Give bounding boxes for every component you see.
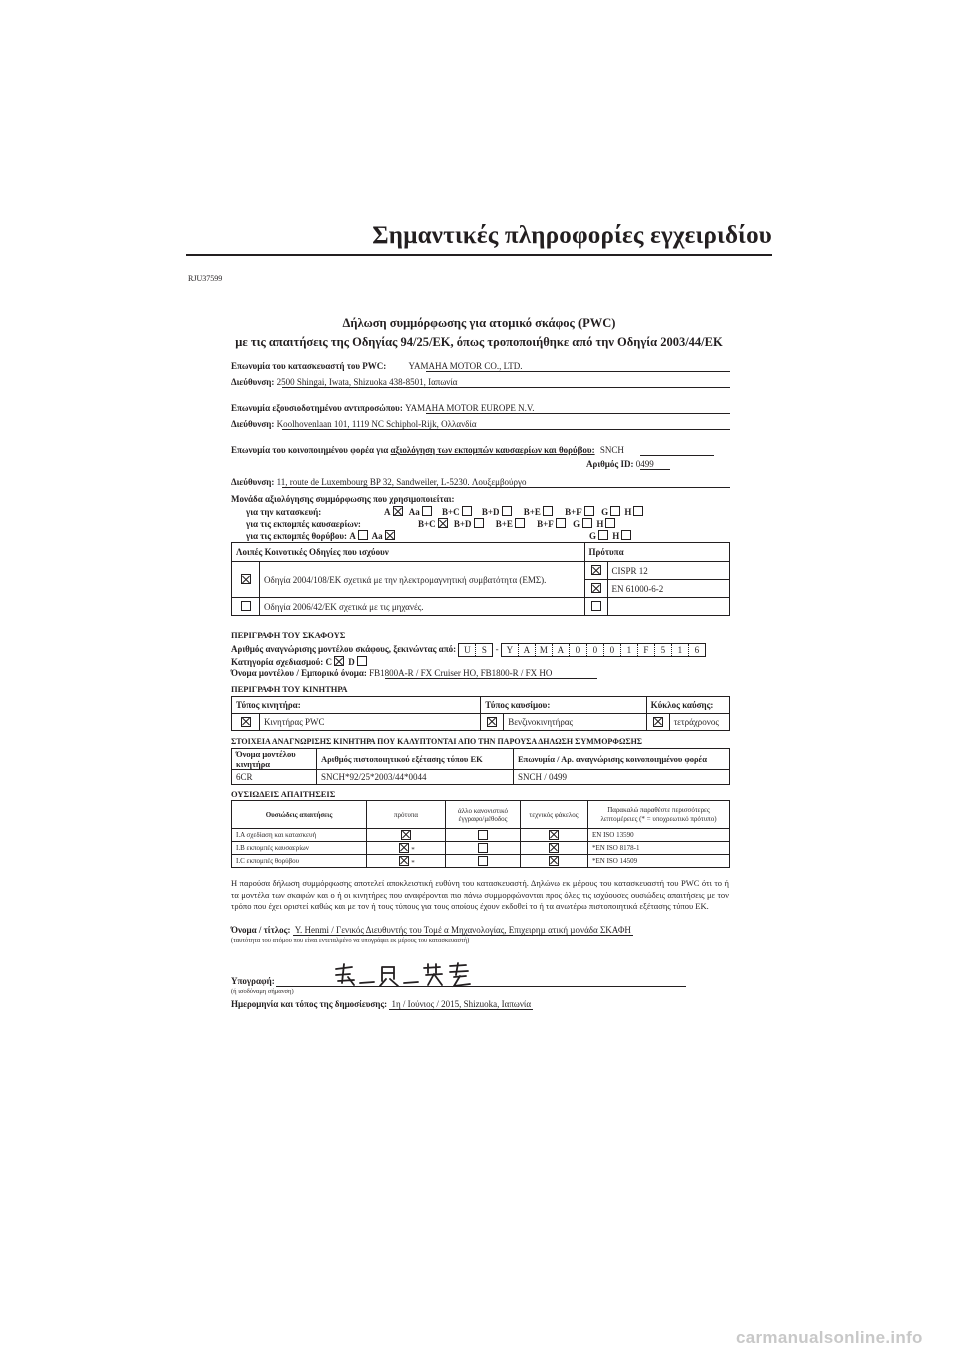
checkbox-icon[interactable] [621,530,631,540]
checkbox-icon[interactable] [610,506,620,516]
checkbox-icon[interactable] [591,601,601,611]
checked-box-icon[interactable] [399,843,409,853]
page-title: Σημαντικές πληροφορίες εγχειριδίου [372,222,772,249]
checked-box-icon[interactable] [241,717,251,727]
checkbox-icon[interactable] [543,506,553,516]
standard-cispr: CISPR 12 [607,562,730,580]
footer-watermark[interactable]: carmanualsonline.info [736,1328,923,1347]
modules-title: Μονάδα αξιολόγησης συμμόρφωσης που χρησιμοποιείται: [231,494,455,504]
certificate-value: SNCH*92/25*2003/44*0044 [317,770,514,785]
notified-body-address-row [231,477,526,487]
checked-box-icon[interactable] [487,717,497,727]
checked-box-icon[interactable] [591,565,601,575]
signature-note: (ή ισοδύναμη σήμανση) [231,988,294,995]
signatory-row [231,925,633,936]
requirements-table [231,800,730,868]
module-bd: B+D [482,507,514,517]
design-category-row [231,656,369,667]
modules-row-label: για τις εκπομπές θορύβου: [246,531,348,541]
representative-address: Koolhovenlaan 101, 1119 NC Schiphol-Rijk, Ολλανδία [276,419,477,429]
module-be: B+E [524,507,555,517]
signature-label: Υπογραφή: [231,976,275,986]
notified-body-id-label: Αριθμός ID: [586,459,634,469]
table-row [232,714,730,731]
representative-address-label: Διεύθυνση: [231,419,275,429]
checkbox-icon[interactable] [357,656,367,666]
engine-type-value: Κινητήρας PWC [260,714,481,731]
module-bf: B+F [565,507,596,517]
representative-row [231,403,535,413]
signatory-note: (ταυτότητα του ατόμου που είναι εντεταλμένο να υπογράφει εκ μέρους του κατασκευαστή) [231,937,470,944]
directives-header: Λοιπές Κοινοτικές Οδηγίες που ισχύουν [232,543,585,562]
tech-file-header: τεχνικός φάκελος [521,801,588,829]
checkbox-icon[interactable] [502,506,512,516]
craft-id-dash: - [495,644,499,655]
module-a: A [349,531,370,541]
engine-section-title: ΠΕΡΙΓΡΑΦΗ ΤΟΥ ΚΙΝΗΤΗΡΑ [231,684,348,694]
manufacturer-address: 2500 Shingai, Iwata, Shizuoka 438-8501, Ιαπωνία [276,377,458,387]
fuel-type-value: Βενζινοκινητήρας [504,714,646,731]
modules-row-noise-gh [589,530,633,541]
module-h: H [596,519,617,529]
checked-box-icon[interactable] [399,856,409,866]
checkbox-icon[interactable] [633,506,643,516]
date-place-row [231,999,533,1010]
design-category-label: Κατηγορία σχεδιασμού: C [231,657,332,667]
representative-label: Επωνυμία εξουσιοδοτημένου αντιπροσώπου: [231,403,403,413]
checked-box-icon[interactable] [334,656,344,666]
craft-id-code: Y A M A 0 0 0 1 F 5 1 6 [501,643,706,657]
handwritten-signature [330,961,480,989]
certificate-header: Αριθμός πιστοποιητικού εξέτασης τύπου ΕΚ [317,749,514,770]
notified-body-id-value: SNCH / 0499 [514,770,730,785]
notified-body-id: 0499 [635,459,654,469]
notified-body-address-label: Διεύθυνση: [231,477,275,487]
checkbox-icon[interactable] [474,518,484,528]
requirement-detail: *EN ISO 14509 [588,855,730,868]
modules-row-label: για τις εκπομπές καυσαερίων: [246,519,361,529]
checked-box-icon[interactable] [241,574,251,584]
requirement-name: I.B εκπομπές καυσαερίων [232,842,367,855]
checkbox-icon[interactable] [605,518,615,528]
table-row [232,842,730,855]
table-row [232,598,730,616]
engine-model-header: Όνομα μοντέλου κινητήρα [232,749,317,770]
checked-box-icon[interactable] [385,530,395,540]
module-h: H [624,507,645,517]
module-bc: B+C [418,519,450,529]
mandatory-star: * [411,845,415,854]
model-value: FB1800A-R / FX Cruiser HO, FB1800-R / FX HO [369,668,553,678]
engine-id-table [231,748,730,785]
model-row [231,668,552,678]
requirements-section-title: ΟΥΣΙΩΔΕΙΣ ΑΠΑΙΤΗΣΕΙΣ [231,789,336,799]
notified-body-label: Επωνυμία του κοινοποιημένου φορέα για [231,445,389,455]
checked-box-icon[interactable] [393,506,403,516]
details-header: Παρακαλώ παραθέστε περισσότερες λεπτομέρειες (* = υποχρεωτικό πρότυπο) [588,801,730,829]
table-row [232,770,730,785]
checkbox-icon[interactable] [241,601,251,611]
manufacturer-row [231,361,523,371]
checkbox-icon[interactable] [462,506,472,516]
module-be: B+E [496,519,527,529]
manufacturer-address-label: Διεύθυνση: [231,377,275,387]
checked-box-icon[interactable] [438,518,448,528]
checkbox-icon[interactable] [582,518,592,528]
craft-section-title: ΠΕΡΙΓΡΑΦΗ ΤΟΥ ΣΚΑΦΟΥΣ [231,630,346,640]
notified-body-id-row [586,459,654,469]
checkbox-icon[interactable] [584,506,594,516]
module-g: G [601,507,622,517]
checkbox-icon[interactable] [358,530,368,540]
table-row [232,829,730,842]
requirement-name: I.C εκπομπές θορύβου [232,855,367,868]
craft-id-label: Αριθμός αναγνώρισης μοντέλου σκάφους, ξεκινώντας από: [231,644,457,655]
craft-id-country: U S [458,643,493,657]
other-doc-header: άλλο κανονιστικό έγγραφο/μέθοδος [446,801,521,829]
requirement-detail: EN ISO 13590 [588,829,730,842]
module-aa: Aa [372,531,397,541]
checkbox-icon[interactable] [478,843,488,853]
engine-id-section-title: ΣΤΟΙΧΕΙΑ ΑΝΑΓΝΩΡΙΣΗΣ ΚΙΝΗΤΗΡΑ ΠΟΥ ΚΑΛΥΠΤΟΝΤΑΙ ΑΠΟ ΤΗΝ ΠΑΡΟΥΣΑ ΔΗΛΩΣΗ ΣΥΜΜΟΡΦΩΣΗΣ [231,737,643,746]
checked-box-icon[interactable] [549,843,559,853]
notified-body-label-underlined: αξιολόγηση των εκπομπών καυσαερίων και θορύβου: [390,445,595,455]
modules-row-construction [246,506,645,517]
standard-en61000: EN 61000-6-2 [607,580,730,598]
module-bf: B+F [537,519,568,529]
checked-box-icon[interactable] [653,717,663,727]
checked-box-icon[interactable] [401,830,411,840]
directive-machinery: Οδηγία 2006/42/ΕΚ σχετικά με τις μηχανές. [260,598,585,616]
module-bd: B+D [454,519,486,529]
module-bc: B+C [442,507,474,517]
modules-row-exhaust [246,518,617,529]
requirement-detail: *EN ISO 8178-1 [588,842,730,855]
modules-row-label: για την κατασκευή: [246,507,322,517]
checked-box-icon[interactable] [549,830,559,840]
module-h: H [612,531,633,541]
module-a: A [384,507,405,517]
signatory-label: Όνομα / τίτλος: [231,925,291,935]
module-g: G [589,531,610,541]
representative-value: YAMAHA MOTOR EUROPE N.V. [405,403,535,413]
checkbox-icon[interactable] [422,506,432,516]
directive-emc: Οδηγία 2004/108/ΕΚ σχετικά με την ηλεκτρομαγνητική συμβατότητα (ΕΜΣ). [260,562,585,598]
manufacturer-address-row [231,377,457,387]
modules-row-noise [246,530,397,541]
module-aa: Aa [409,507,434,517]
fuel-type-header: Τύπος καυσίμου: [481,697,646,714]
standards-col-header: πρότυπα [367,801,446,829]
craft-id-row [231,643,706,657]
combustion-cycle-header: Κύκλος καύσης: [646,697,729,714]
conformity-statement: Η παρούσα δήλωση συμμόρφωσης αποτελεί αποκλειστική ευθύνη του κατασκευαστή. Δηλώνω εκ μέρους του κατασκευαστή του PWC ότι το ή τα μοντέλα των σκαφών και ο ή οι κινητήρες που αναφέρονται πιο πάνω συμμορφώνονται προς όλες τις ισχύουσες ουσιώδεις απαιτήσεις με τον τρόπο που έχει οριστεί καθώς και με τον ή τους τύπους για τους οποίους έχουν εκδοθεί το ή τα ανωτέρω πιστοποιητικά εξέτασης τύπου ΕΚ. [231,878,729,911]
notified-body-header: Επωνυμία / Αρ. αναγνώρισης κοινοποιημένου φορέα [514,749,730,770]
standards-header: Πρότυπα [584,543,730,562]
requirements-header: Ουσιώδεις απαιτήσεις [232,801,367,829]
manufacturer-value: YAMAHA MOTOR CO., LTD. [408,361,523,371]
module-g: G [573,519,594,529]
representative-address-row [231,419,477,429]
mandatory-star: * [411,858,415,867]
notified-body-address: 11, route de Luxembourg BP 32, Sandweiler, L-5230. Λουξεμβούργο [276,477,527,487]
date-place-value: 1η / Ιούνιος / 2015, Shizuoka, Ιαπωνία [391,999,532,1009]
combustion-cycle-value: τετράχρονος [669,714,729,731]
declaration-title: Δήλωση συμμόρφωσης για ατομικό σκάφος (PWC) [342,316,616,330]
engine-type-header: Τύπος κινητήρα: [232,697,481,714]
title-divider [186,254,772,256]
design-d-label: D [348,657,355,667]
notified-body-row [231,445,624,455]
table-row [232,562,730,580]
checked-box-icon[interactable] [549,856,559,866]
checkbox-icon[interactable] [598,530,608,540]
requirement-name: I.A σχεδίαση και κατασκευή [232,829,367,842]
directives-table [231,542,730,616]
notified-body-value: SNCH [599,445,624,455]
engine-model-value: 6CR [232,770,317,785]
signatory-value: Y. Henmi / Γενικός Διευθυντής του Τομέ α Μηχανολογίας, Επιχειρηµ ατική µονάδα ΣΚΑΦΗ [294,925,631,935]
checkbox-icon[interactable] [478,856,488,866]
date-place-label: Ημερομηνία και τόπος της δημοσίευσης: [231,999,388,1009]
model-label: Όνομα μοντέλου / Εμπορικό όνομα: [231,668,367,678]
signature-row [231,976,275,986]
checkbox-icon[interactable] [515,518,525,528]
checkbox-icon[interactable] [478,830,488,840]
declaration-subtitle: με τις απαιτήσεις της Οδηγίας 94/25/ΕΚ, όπως τροποποιήθηκε από την Οδηγία 2003/44/ΕΚ [235,335,723,349]
manufacturer-label: Επωνυμία του κατασκευαστή του PWC: [231,361,387,371]
engine-table [231,696,730,731]
table-row [232,855,730,868]
checkbox-icon[interactable] [556,518,566,528]
checked-box-icon[interactable] [591,583,601,593]
standard-empty [607,598,730,616]
document-code: RJU37599 [188,274,223,283]
